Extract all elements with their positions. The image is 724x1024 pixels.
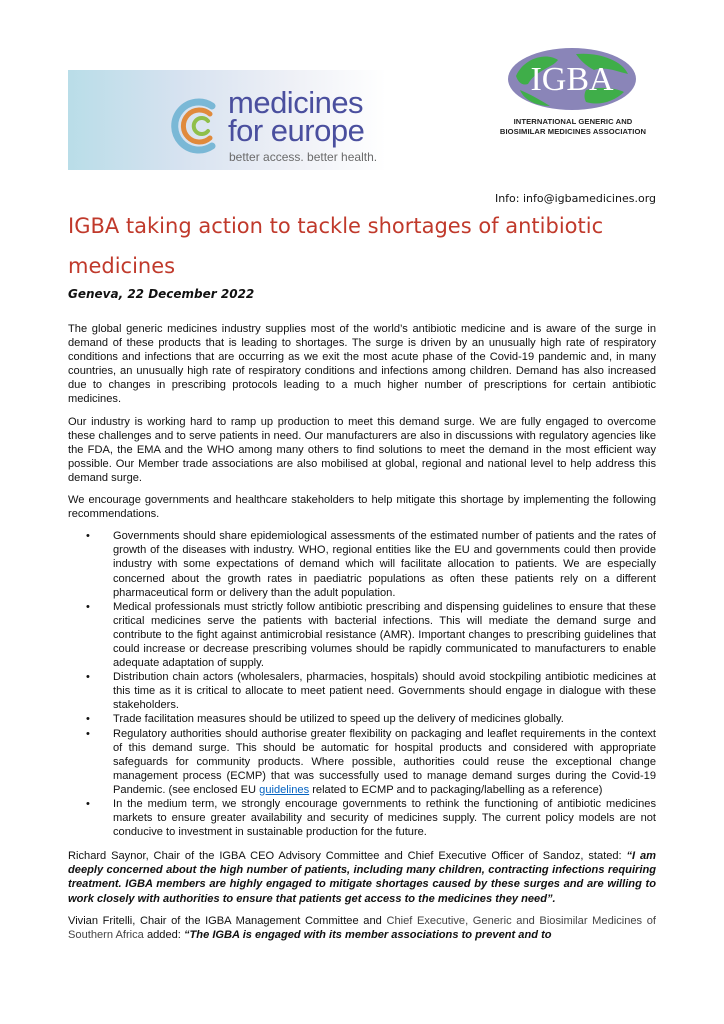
igba-logo-text: IGBA <box>530 61 614 98</box>
paragraph: We encourage governments and healthcare stakeholders to help mitigate this shortage by implementing the following recommendations. <box>68 494 656 521</box>
mfe-logo-icon <box>168 96 224 156</box>
contact-info: Info: info@igbamedicines.org <box>494 192 656 205</box>
paragraph: The global generic medicines industry supplies most of the world’s antibiotic medicine and is aware of the surge in demand of these products that is leading to shortages. The surge is driven by an unusually high rate of respiratory conditions and infections that are occurring as we exit the most acute phase of the Covid-19 pandemic and, in many countries, an unusually high rate of respiratory conditions and infections among children. Demand has also increased due to changes in prescribing protocols leading to a much higher number of prescriptions for certain antibiotic medicines. <box>68 323 656 406</box>
list-item <box>86 727 656 797</box>
list-item-text-before-link: Regulatory authorities should authorise greater flexibility on packaging and leaflet requirements in the context of this demand surge. This should be automatic for hospital products and considered with appropriate safeguards for community products. Where possible, authorities could reuse the exceptional change management process (ECMP) that was successfully used to manage demand surges during the Covid-19 Pandemic. (see enclosed EU <box>113 727 656 796</box>
document-body <box>68 322 656 950</box>
list-item <box>86 797 656 839</box>
bullet-icon: • <box>86 600 90 613</box>
list-item-text: Medical professionals must strictly follow antibiotic prescribing and dispensing guidelines to ensure that these critical medicines serve the patients with bacterial infections. This will mediate the demand surge and contribute to the fight against antimicrobial resistance (AMR). Important changes to prescribing guidelines that could increase or decrease prescribing volumes should be rapidly communicated to manufacturers to enable adequate adaptation of supply. <box>113 600 656 670</box>
dateline: Geneva, 22 December 2022 <box>68 287 255 301</box>
igba-subtitle-line1: INTERNATIONAL GENERIC AND <box>513 117 633 126</box>
igba-logo <box>506 46 638 112</box>
list-item <box>86 712 656 726</box>
recommendations-list <box>68 529 656 839</box>
bullet-icon: • <box>86 798 90 810</box>
list-item-text-after-link: related to ECMP and to packaging/labelling as a reference) <box>309 783 603 796</box>
bullet-icon: • <box>86 671 90 684</box>
paragraph: Our industry is working hard to ramp up production to meet this demand surge. We are fully engaged to overcome these challenges and to serve patients in need. Our manufacturers are also in discussions with regulatory agencies like the FDA, the EMA and the WHO among many others to find solutions to meet the demand in the most efficient way possible. Our Member trade associations are also mobilised at global, regional and national level to help address this demand surge. <box>68 415 656 484</box>
quote-speaker-title: Chief Executive, Generic and Biosimilar Medicines of Southern Africa <box>68 914 656 941</box>
quote-text: “The IGBA is engaged with its member associations to prevent and to <box>183 928 552 941</box>
mfe-logo-line1: medicines <box>228 85 364 120</box>
quote-paragraph <box>68 849 656 905</box>
mfe-logo-line2: for europe <box>228 113 365 148</box>
quote-speaker: Vivian Fritelli, Chair of the IGBA Management Committee and <box>68 914 387 927</box>
quote-text: “I am deeply concerned about the high number of patients, including many children, contracting infections requiring treatment. IGBA members are highly engaged to mitigate shortages caused by these surges and are willing to work closely with authorities to ensure that patients get access to the medicines they need”. <box>68 850 657 905</box>
bullet-icon: • <box>86 713 90 726</box>
quote-speaker-verb: added: <box>143 928 184 941</box>
quote-speaker: Richard Saynor, Chair of the IGBA CEO Advisory Committee and Chief Executive Officer of Sandoz, stated: <box>68 850 627 863</box>
list-item <box>86 529 656 599</box>
list-item-text: In the medium term, we strongly encourage governments to rethink the functioning of antibiotic medicines markets to ensure greater availability and security of medicines supply. The current policy models are not conducive to investment in sustainable production for the future. <box>113 798 656 839</box>
guidelines-link[interactable]: guidelines <box>259 783 310 796</box>
page-title: IGBA taking action to tackle shortages of antibiotic medicines <box>68 214 604 278</box>
quote-paragraph <box>68 914 656 942</box>
list-item-text: Distribution chain actors (wholesalers, pharmacies, hospitals) should avoid stockpiling antibiotic medicines at this time as it is critical to allocate to meet patient need. Governments should engage in dialogue with these stakeholders. <box>113 671 656 712</box>
bullet-icon: • <box>86 530 90 543</box>
list-item <box>86 600 656 670</box>
bullet-icon: • <box>86 727 90 740</box>
list-item <box>86 670 656 712</box>
list-item-text: Trade facilitation measures should be utilized to speed up the delivery of medicines globally. <box>113 713 564 726</box>
list-item-text: Governments should share epidemiological assessments of the estimated number of patients and the rates of growth of the diseases with industry. WHO, regional entities like the EU and governments could then provide industry with some expectations of demand which will facilitate allocation to patients. We are especially concerned about the growth rates in paediatric populations as often these patients rely on a different pharmaceutical form or delivery than the adult population. <box>113 530 656 599</box>
igba-subtitle-line2: BIOSIMILAR MEDICINES ASSOCIATION <box>499 127 647 136</box>
mfe-tagline: better access. better health. <box>229 150 378 164</box>
